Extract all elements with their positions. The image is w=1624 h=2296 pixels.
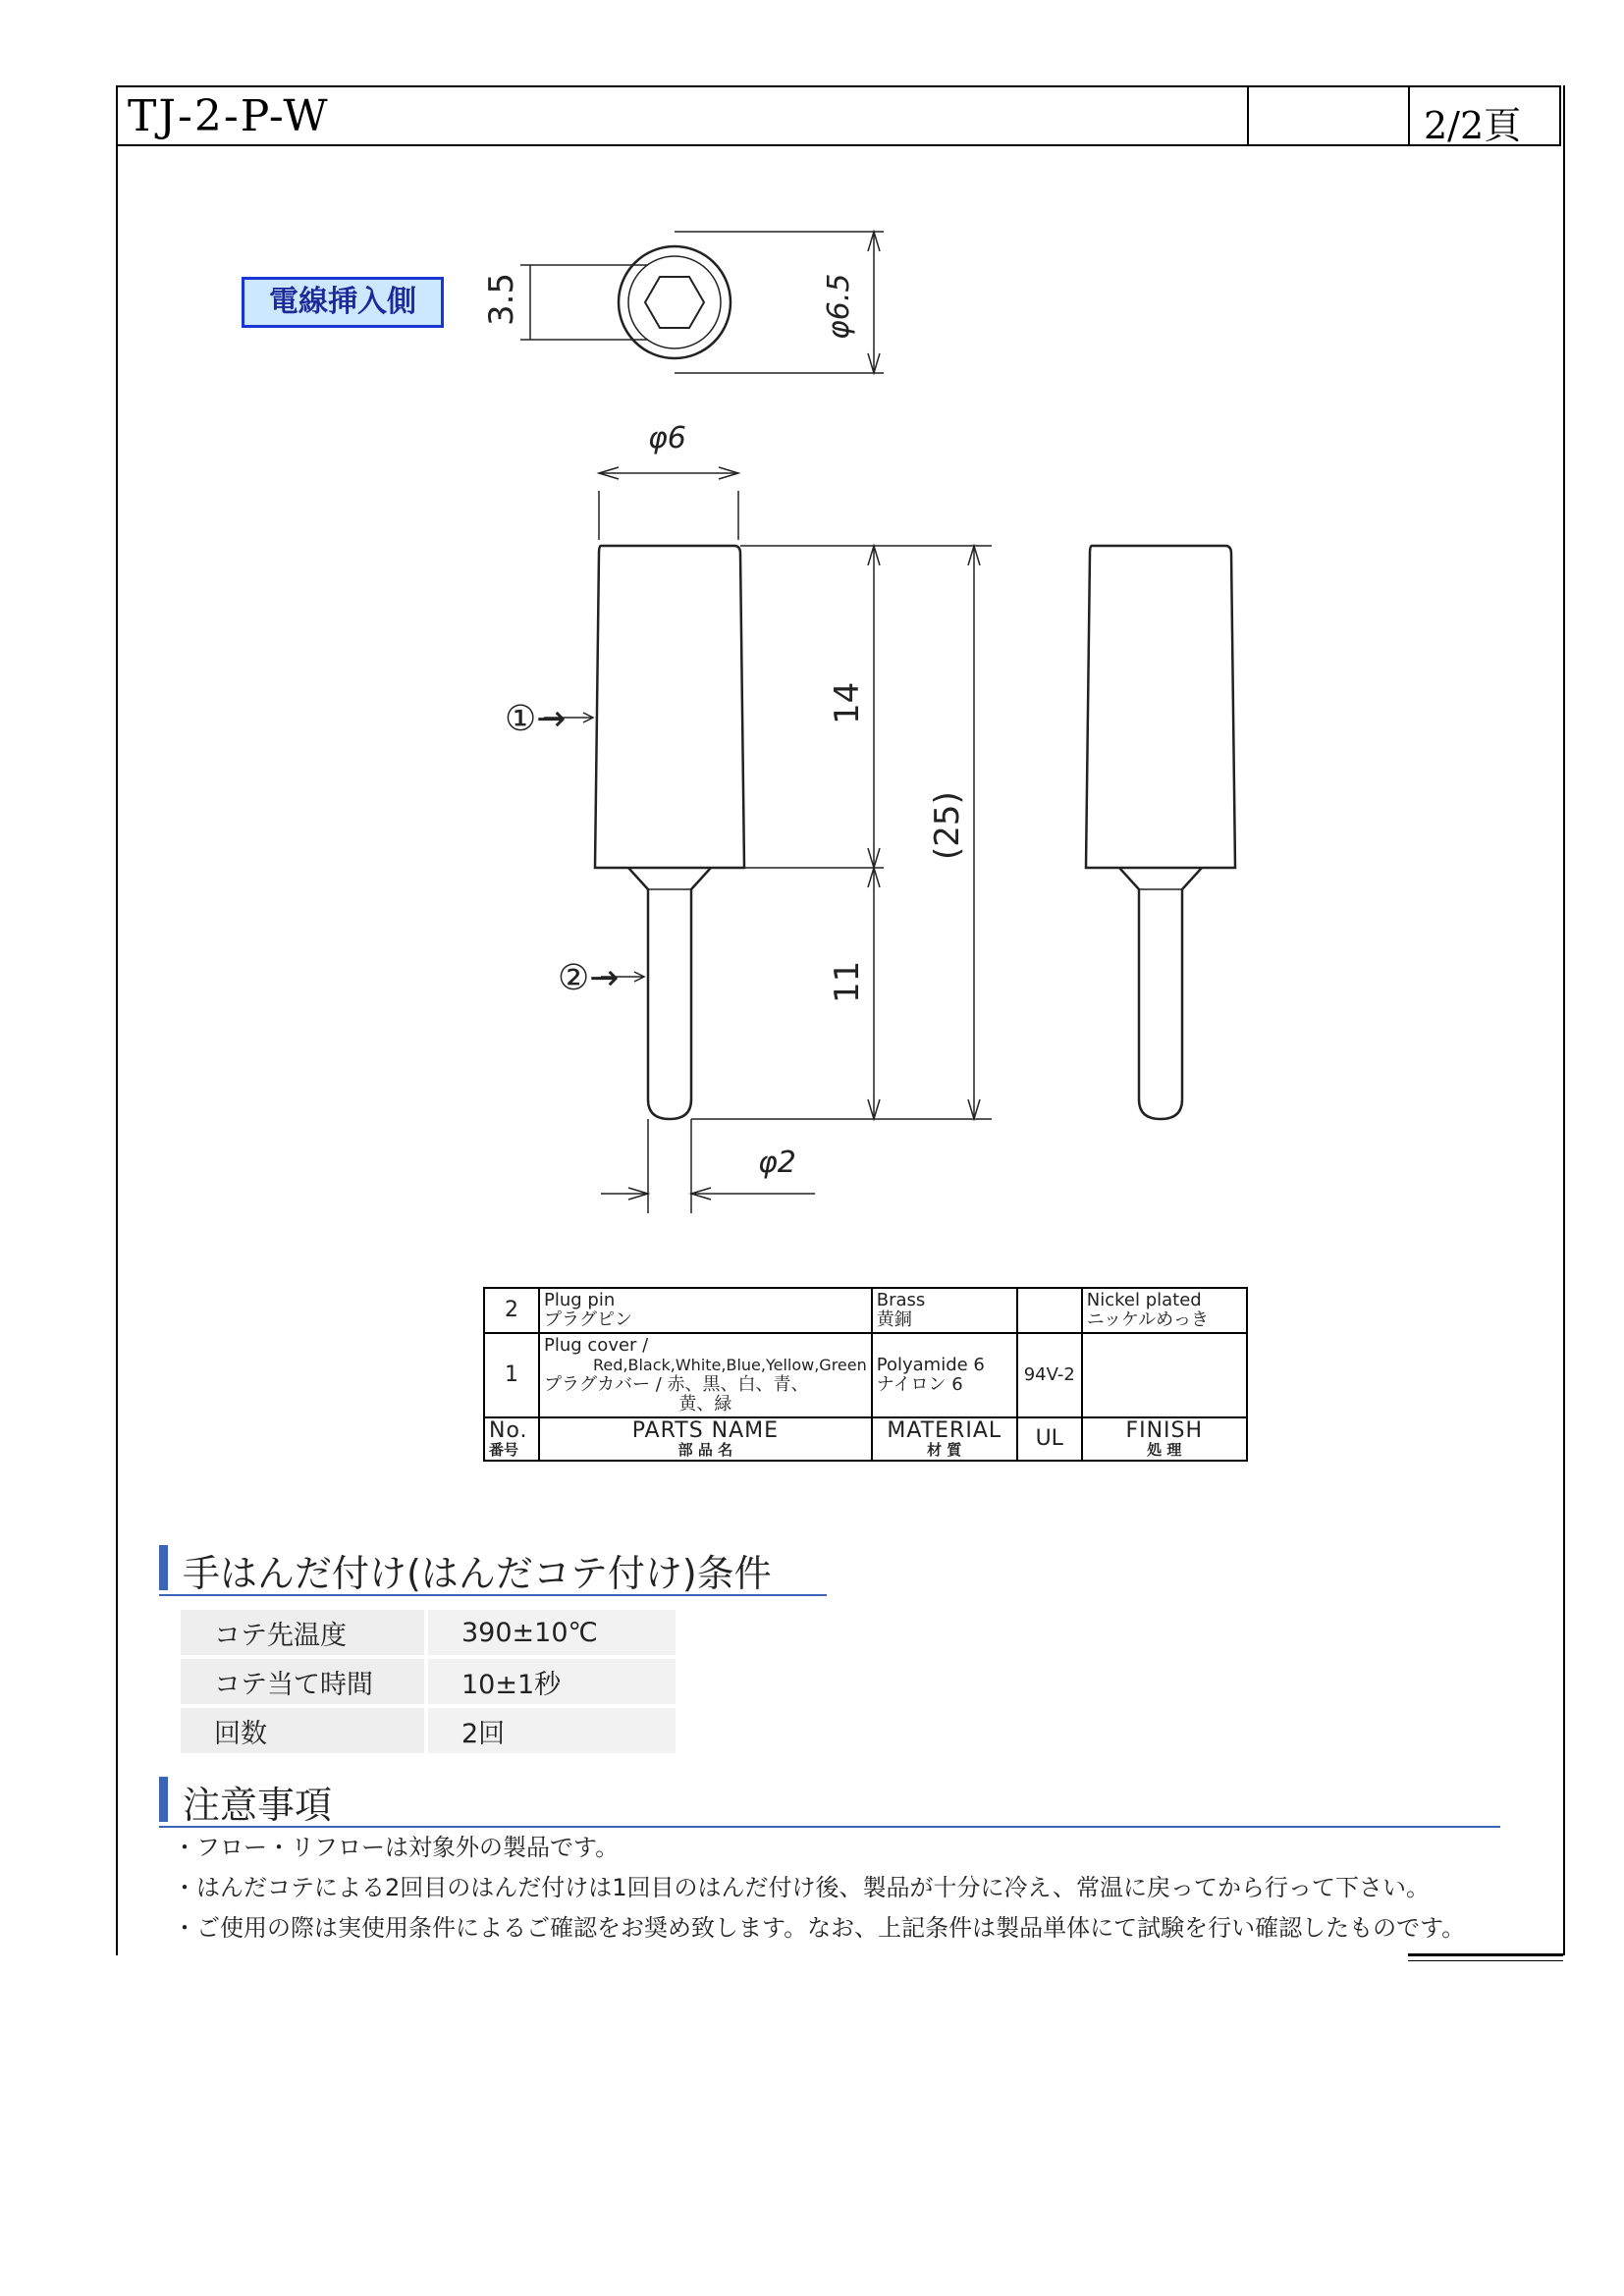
part-name	[539, 1333, 872, 1417]
part-no: 1	[484, 1333, 539, 1417]
plug-pin-outline	[628, 868, 711, 1119]
table-row	[181, 1659, 676, 1704]
end-view-outer-circle	[619, 246, 731, 358]
table-header-row	[484, 1417, 1247, 1461]
notes-list	[173, 1828, 1465, 1949]
heading-accent-bar	[159, 1545, 168, 1590]
notes-title: 注意事項	[183, 1784, 333, 1827]
header-finish-en: FINISH	[1125, 1418, 1204, 1443]
bottom-double-rule	[1408, 1953, 1563, 1956]
page-number: 2/2頁	[1424, 104, 1522, 147]
side-view-outline	[1086, 546, 1235, 868]
part-name-jp-2: 黄、緑	[678, 1394, 732, 1415]
condition-value: 10±1秒	[424, 1659, 676, 1704]
material-en: Polyamide 6	[876, 1355, 985, 1375]
part-finish	[1082, 1288, 1247, 1333]
header-material	[872, 1417, 1017, 1461]
header-name-jp: 部 品 名	[677, 1441, 733, 1459]
part-name	[539, 1288, 872, 1333]
header-ul: UL	[1017, 1417, 1082, 1461]
dim-total-length: (25)	[928, 791, 967, 860]
heading-accent-bar	[159, 1777, 168, 1822]
condition-value: 2回	[424, 1708, 676, 1753]
condition-label: コテ先温度	[181, 1610, 424, 1655]
callout-2: ②→	[558, 958, 620, 998]
wire-insertion-side-label: 電線挿入側	[242, 277, 444, 328]
header-name-en: PARTS NAME	[631, 1418, 780, 1443]
part-ul	[1017, 1288, 1082, 1333]
notes-section-heading	[159, 1775, 1500, 1827]
dim-hex: 3.5	[482, 272, 521, 326]
part-name-colors: Red,Black,White,Blue,Yellow,Green	[593, 1356, 867, 1374]
callout-1: ①→	[505, 699, 567, 739]
part-name-jp: プラグピン	[544, 1309, 632, 1330]
part-name-en: Plug cover /	[544, 1335, 649, 1356]
part-finish	[1082, 1333, 1247, 1417]
note-item: ・フロー・リフローは対象外の製品です。	[173, 1834, 620, 1861]
finish-jp: ニッケルめっき	[1086, 1309, 1209, 1330]
dim-body-dia: φ6	[648, 421, 686, 455]
soldering-conditions-table	[181, 1606, 676, 1757]
condition-label: コテ当て時間	[181, 1659, 424, 1704]
material-jp: 黄銅	[876, 1309, 912, 1330]
finish-en: Nickel plated	[1086, 1290, 1202, 1310]
part-number: TJ-2-P-W	[128, 91, 330, 141]
part-material	[872, 1288, 1017, 1333]
header-name	[539, 1417, 872, 1461]
soldering-section-heading	[159, 1543, 827, 1595]
material-jp: ナイロン 6	[876, 1374, 963, 1395]
condition-label: 回数	[181, 1708, 424, 1753]
header-no	[484, 1417, 539, 1461]
note-item: ・ご使用の際は実使用条件によるご確認をお奨め致します。なお、上記条件は製品単体にて試験を行い確認したものです。	[173, 1914, 1466, 1942]
header-finish-jp: 処 理	[1147, 1441, 1182, 1459]
part-name-en: Plug pin	[544, 1290, 616, 1310]
table-row	[484, 1288, 1247, 1333]
dim-body-length: 14	[828, 681, 867, 724]
heading-underline	[159, 1594, 827, 1596]
table-row	[181, 1708, 676, 1753]
plug-cover-outline	[595, 546, 744, 868]
end-view-inner-circle	[628, 256, 721, 348]
dim-pin-length: 11	[828, 960, 867, 1003]
part-no: 2	[484, 1288, 539, 1333]
note-item: ・はんだコテによる2回目のはんだ付けは1回目のはんだ付け後、製品が十分に冷え、常温に戻ってから行って下さい。	[173, 1874, 1430, 1901]
header-no-en: No.	[489, 1418, 528, 1443]
hex-socket	[645, 277, 704, 328]
part-name-jp: プラグカバー / 赤、黒、白、青、	[544, 1374, 809, 1395]
parts-table	[483, 1287, 1248, 1462]
bottom-double-rule-thin	[1408, 1960, 1563, 1961]
condition-value: 390±10℃	[424, 1610, 676, 1655]
header-material-en: MATERIAL	[887, 1418, 1002, 1443]
dim-pin-dia: φ2	[758, 1146, 796, 1180]
table-row	[181, 1610, 676, 1655]
part-material	[872, 1333, 1017, 1417]
material-en: Brass	[876, 1290, 926, 1310]
soldering-title: 手はんだ付け(はんだコテ付け)条件	[183, 1552, 772, 1595]
header-finish	[1082, 1417, 1247, 1461]
dim-outer-dia: φ6.5	[822, 273, 856, 340]
header-material-jp: 材 質	[927, 1441, 962, 1459]
part-ul: 94V-2	[1017, 1333, 1082, 1417]
table-row	[484, 1333, 1247, 1417]
header-no-jp: 番号	[489, 1441, 519, 1459]
